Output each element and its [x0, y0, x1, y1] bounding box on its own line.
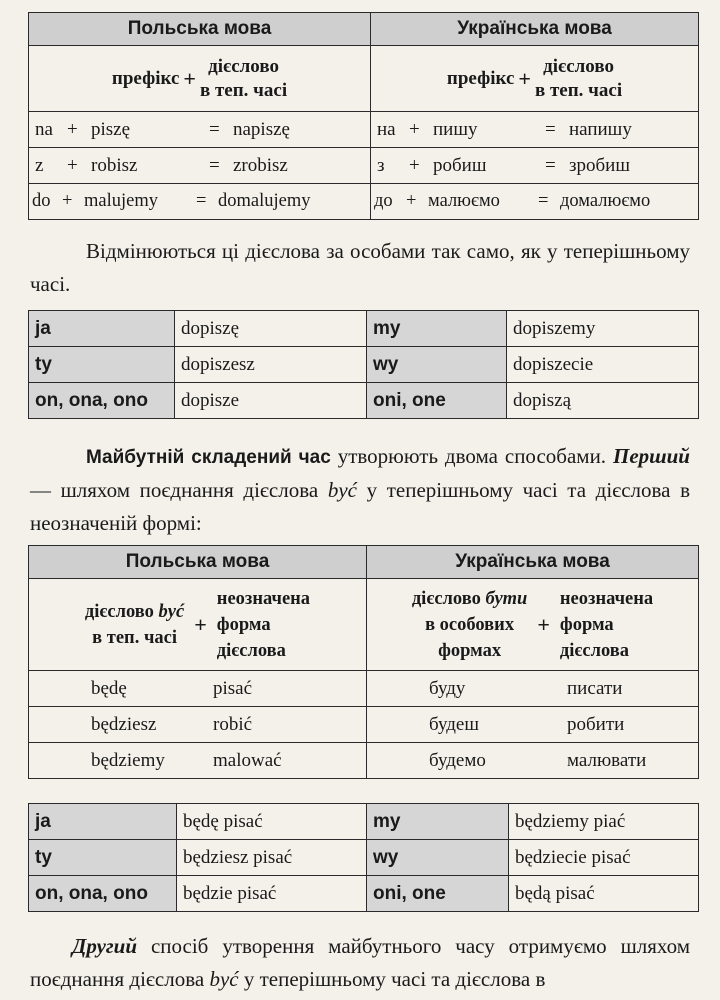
pronoun-cell: on, ona, ono — [29, 876, 177, 912]
pronoun-cell: ja — [29, 311, 175, 347]
table-row: będziemy malować будемо малювати — [29, 743, 699, 779]
table-row — [29, 876, 699, 912]
verb-form-cell: będę pisać — [177, 804, 367, 840]
table-row — [29, 383, 699, 419]
verb-label: дієслово — [208, 55, 279, 77]
verb-form-cell: będą pisać — [509, 876, 699, 912]
ukrainian-formula: з + робиш = зробиш — [371, 148, 699, 184]
verb-label: дієслово — [543, 55, 614, 77]
col-header-polish: Польська мова — [29, 546, 367, 579]
table-row: będę pisać буду писати — [29, 671, 699, 707]
tense-label: в теп. часі — [534, 79, 623, 101]
table-row — [29, 112, 699, 148]
term-first: Перший — [612, 444, 690, 468]
pronoun-cell: wy — [367, 347, 507, 383]
pronoun-cell: on, ona, ono — [29, 383, 175, 419]
conjugation-table-dopisac — [28, 310, 699, 419]
future-formation-table — [28, 545, 699, 779]
table-row: będziesz robić будеш робити — [29, 707, 699, 743]
table-row — [29, 148, 699, 184]
term-second: Другий — [72, 934, 137, 958]
paragraph-future-compound: Майбутній складений час утворюють двома способами. Перший — шляхом поєднання дієслова być у теперішньому часі та дієслова в неозначеній формі: — [30, 444, 690, 535]
prefix-table — [28, 12, 699, 220]
verb-form-cell: będziecie pisać — [509, 840, 699, 876]
verb-form-cell: będzie pisać — [177, 876, 367, 912]
pronoun-cell: my — [367, 804, 509, 840]
pronoun-cell: oni, one — [367, 383, 507, 419]
ukrainian-formula: на + пишу = напишу — [371, 112, 699, 148]
polish-formula: na + piszę = napiszę — [29, 112, 371, 148]
pronoun-cell: ty — [29, 347, 175, 383]
table-row — [29, 184, 699, 220]
polish-formula: do + malujemy = domalujemy — [29, 184, 371, 220]
prefix-label: префікс — [111, 67, 180, 89]
col-header-ukrainian: Українська мова — [371, 13, 699, 46]
verb-form-cell: dopisze — [175, 383, 367, 419]
plus-sign: + — [183, 65, 196, 91]
verb-form-cell: dopiszecie — [507, 347, 699, 383]
subheader-ukrainian: дієслово бути в особових формах + неозначена форма дієслова — [367, 579, 699, 671]
verb-form-cell: dopiszą — [507, 383, 699, 419]
plus-sign: + — [194, 611, 207, 637]
table-row — [29, 347, 699, 383]
pronoun-cell: wy — [367, 840, 509, 876]
verb-form-cell: dopiszesz — [175, 347, 367, 383]
conjugation-table-byc-pisac — [28, 803, 699, 912]
col-header-polish: Польська мова — [29, 13, 371, 46]
verb-form-cell: dopiszę — [175, 311, 367, 347]
verb-form-cell: dopiszemy — [507, 311, 699, 347]
table-row — [29, 840, 699, 876]
subheader-polish: дієслово być в теп. часі + неозначена форма дієслова — [29, 579, 367, 671]
polish-formula: z + robisz = zrobisz — [29, 148, 371, 184]
pronoun-cell: ja — [29, 804, 177, 840]
table-row — [29, 804, 699, 840]
tense-label: в теп. часі — [199, 79, 288, 101]
plus-sign: + — [537, 611, 550, 637]
pronoun-cell: my — [367, 311, 507, 347]
col-header-ukrainian: Українська мова — [367, 546, 699, 579]
paragraph-second-method: Другий спосіб утворення майбутнього часу отримуємо шляхом поєднання дієслова być у теперішньому часі та дієслова в — [30, 934, 690, 991]
verb-form-cell: będziesz pisać — [177, 840, 367, 876]
term-future-compound: Майбутній складений час — [86, 447, 331, 468]
subheader-polish — [29, 46, 371, 112]
paragraph-conjugation: Відмінюються ці дієслова за особами так само, як у теперішньому часі. — [30, 239, 690, 296]
prefix-label: префікс — [446, 67, 515, 89]
pronoun-cell: ty — [29, 840, 177, 876]
verb-form-cell: będziemy piać — [509, 804, 699, 840]
subheader-ukrainian — [371, 46, 699, 112]
plus-sign: + — [518, 65, 531, 91]
pronoun-cell: oni, one — [367, 876, 509, 912]
ukrainian-formula: до + малюємо = домалюємо — [371, 184, 699, 220]
table-row — [29, 311, 699, 347]
